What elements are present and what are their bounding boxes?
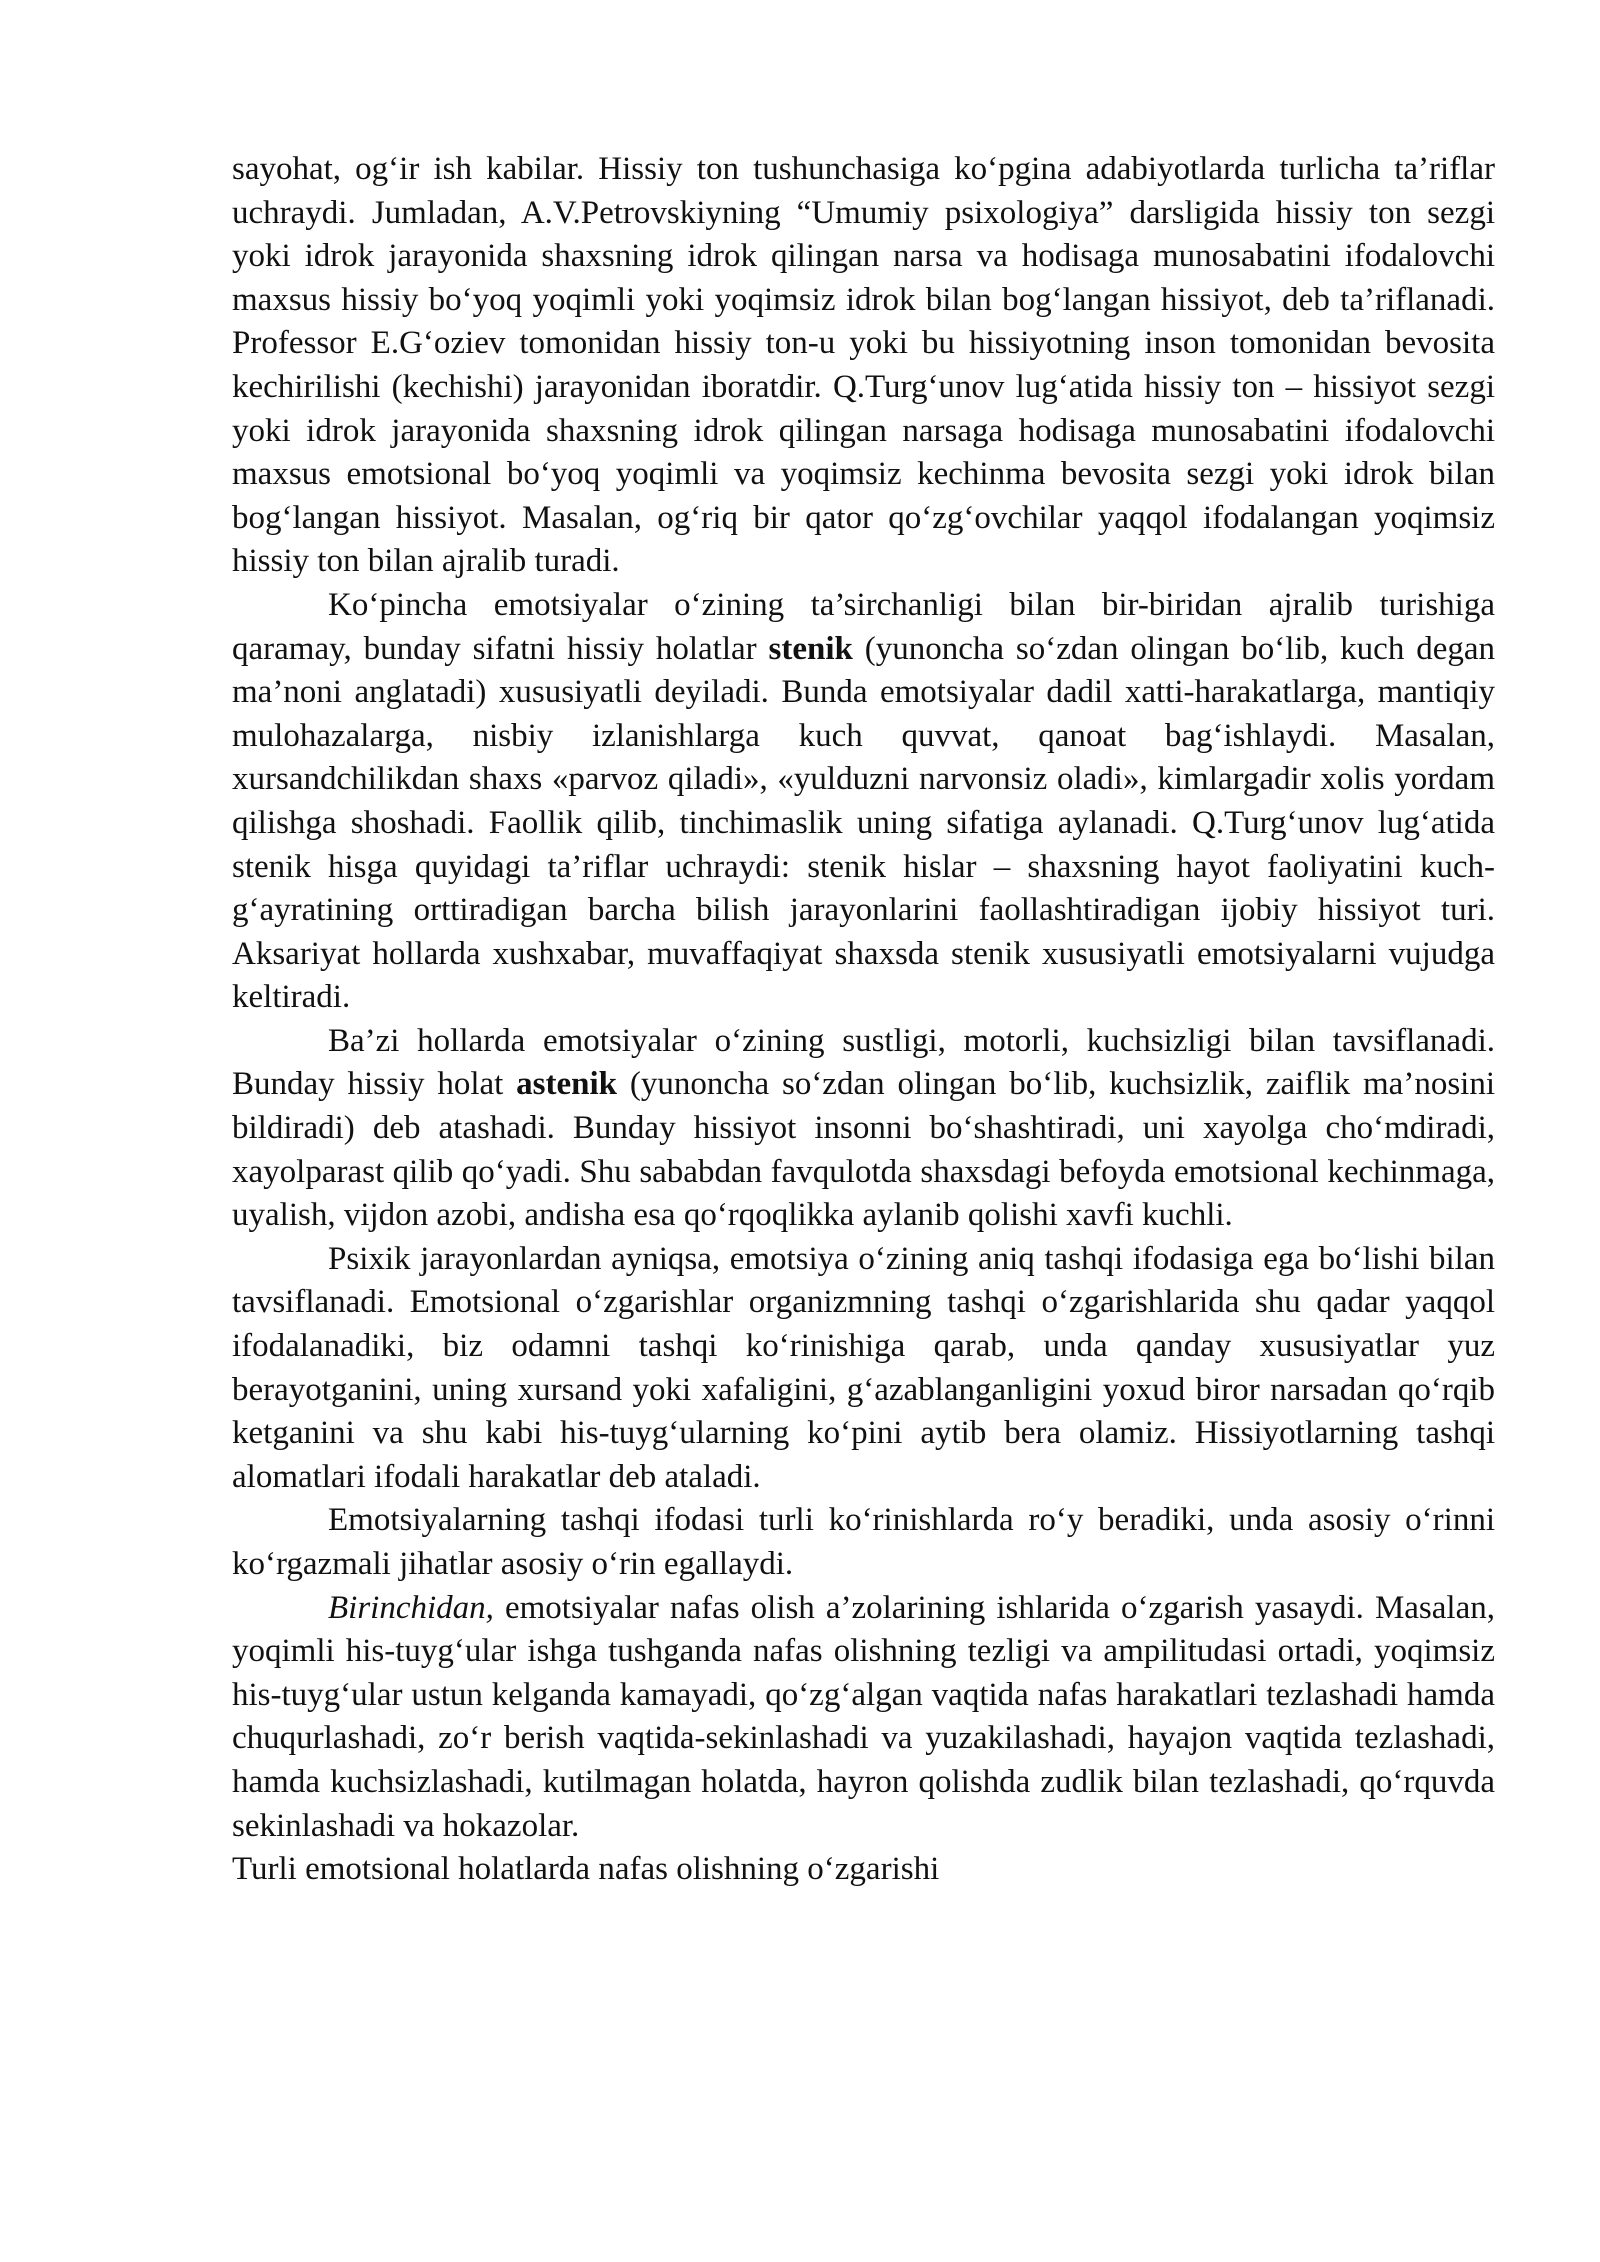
paragraph-hissiy-ton: sayohat, og‘ir ish kabilar. Hissiy ton tushunchasiga ko‘pgina adabiyotlarda turlicha ta’riflar uchraydi. Jumladan, A.V.Petrovskiyning “Umumiy psixologiya” darsligida hissiy ton sezgi yoki idrok jarayonida shaxsning idrok qilingan narsa va hodisaga munosabatini ifodalovchi maxsus hissiy bo‘yoq yoqimli yoki yoqimsiz idrok bilan bog‘langan hissiyot, deb ta’riflanadi. Professor E.G‘oziev tomonidan hissiy ton-u yoki bu hissiyotning inson tomonidan bevosita kechirilishi (kechishi) jarayonidan iboratdir. Q.Turg‘unov lug‘atida hissiy ton – hissiyot sezgi yoki idrok jarayonida shaxsning idrok qilingan narsaga hodisaga munosabatini ifodalovchi maxsus emotsional bo‘yoq yoqimli va yoqimsiz kechinma bevosita sezgi yoki idrok bilan bog‘langan hissiyot. Masalan, og‘riq bir qator qo‘zg‘ovchilar yaqqol ifodalangan yoqimsiz hissiy ton bilan ajralib turadi.: [232, 151, 1495, 580]
italic-lead-birinchidan: Birinchidan,: [328, 1589, 494, 1626]
paragraph-text: (yunoncha so‘zdan olingan bo‘lib, kuch degan ma’noni anglatadi) xususiyatli deyiladi. Bunda emotsiyalar dadil xatti-harakatlarga, mantiqiy mulohazalarga, nisbiy izlanishlarga kuch quvvat, qanoat bag‘ishlaydi. Masalan, xursandchilikdan shaxs «parvoz qiladi», «yulduzni narvonsiz oladi», kimlargadir xolis yordam qilishga shoshadi. Faollik qilib, tinchimaslik uning sifatiga aylanadi. Q.Turg‘unov lug‘atida stenik hisga quyidagi ta’riflar uchraydi: stenik hislar – shaxsning hayot faoliyatini kuch-g‘ayratining orttiradigan barcha bilish jarayonlarini faollashtiradigan ijobiy hissiyot turi. Aksariyat hollarda xushxabar, muvaffaqiyat shaxsda stenik xususiyatli emotsiyalarni vujudga keltiradi.: [232, 630, 1495, 1016]
bold-term-stenik: stenik: [768, 630, 853, 667]
paragraph-text: emotsiyalar nafas olish a’zolarining ishlarida o‘zgarish yasaydi. Masalan, yoqimli his-tuyg‘ular ishga tushganda nafas olishning tezligi va ampilitudasi ortadi, yoqimsiz his-tuyg‘ular ustun kelganda kamayadi, qo‘zg‘algan vaqtida nafas harakatlari tezlashadi hamda chuqurlashadi, zo‘r berish vaqtida-sekinlashadi va yuzakilashadi, hayajon vaqtida tezlashadi, hamda kuchsizlashadi, kutilmagan holatda, hayron qolishda zudlik bilan tezlashadi, qo‘rquvda sekinlashadi va hokazolar.: [232, 1589, 1495, 1844]
paragraph-birinchidan: [232, 1587, 1495, 1849]
paragraph-korinishlar: Emotsiyalarning tashqi ifodasi turli ko‘rinishlarda ro‘y beradiki, unda asosiy o‘rinni ko‘rgazmali jihatlar asosiy o‘rin egallaydi.: [232, 1502, 1495, 1582]
section-caption: Turli emotsional holatlarda nafas olishning o‘zgarishi: [232, 1851, 940, 1888]
paragraph-text: Ba’zi hollarda emotsiyalar o‘zining sustligi, motorli, kuchsizligi bilan tavsiflanadi. Bunday hissiy holat: [232, 1022, 1495, 1103]
paragraph-tashqi-ifoda: Psixik jarayonlardan ayniqsa, emotsiya o‘zining aniq tashqi ifodasiga ega bo‘lishi bilan tavsiflanadi. Emotsional o‘zgarishlar organizmning tashqi o‘zgarishlarida shu qadar yaqqol ifodalanadiki, biz odamni tashqi ko‘rinishiga qarab, unda qanday xususiyatlar yuz berayotganini, uning xursand yoki xafaligini, g‘azablanganligini yoxud biror narsadan qo‘rqib ketganini va shu kabi his-tuyg‘ularning ko‘pini aytib bera olamiz. Hissiyotlarning tashqi alomatlari ifodali harakatlar deb ataladi.: [232, 1240, 1495, 1495]
paragraph-text: Ko‘pincha emotsiyalar o‘zining ta’sirchanligi bilan bir-biridan ajralib turishiga qaramay, bunday sifatni hissiy holatlar: [232, 586, 1495, 667]
document-page: [232, 148, 1495, 1892]
paragraph-astenik: [232, 1020, 1495, 1238]
bold-term-astenik: astenik: [516, 1066, 618, 1103]
paragraph-text: (yunoncha so‘zdan olingan bo‘lib, kuchsizlik, zaiflik ma’nosini bildiradi) deb atashadi. Bunday hissiyot insonni bo‘shashtiradi, uni xayolga cho‘mdiradi, xayolparast qilib qo‘yadi. Shu sababdan favqulotda shaxsdagi befoyda emotsional kechinmaga, uyalish, vijdon azobi, andisha esa qo‘rqoqlikka aylanib qolishi xavfi kuchli.: [232, 1066, 1495, 1234]
paragraph-stenik: [232, 584, 1495, 1020]
